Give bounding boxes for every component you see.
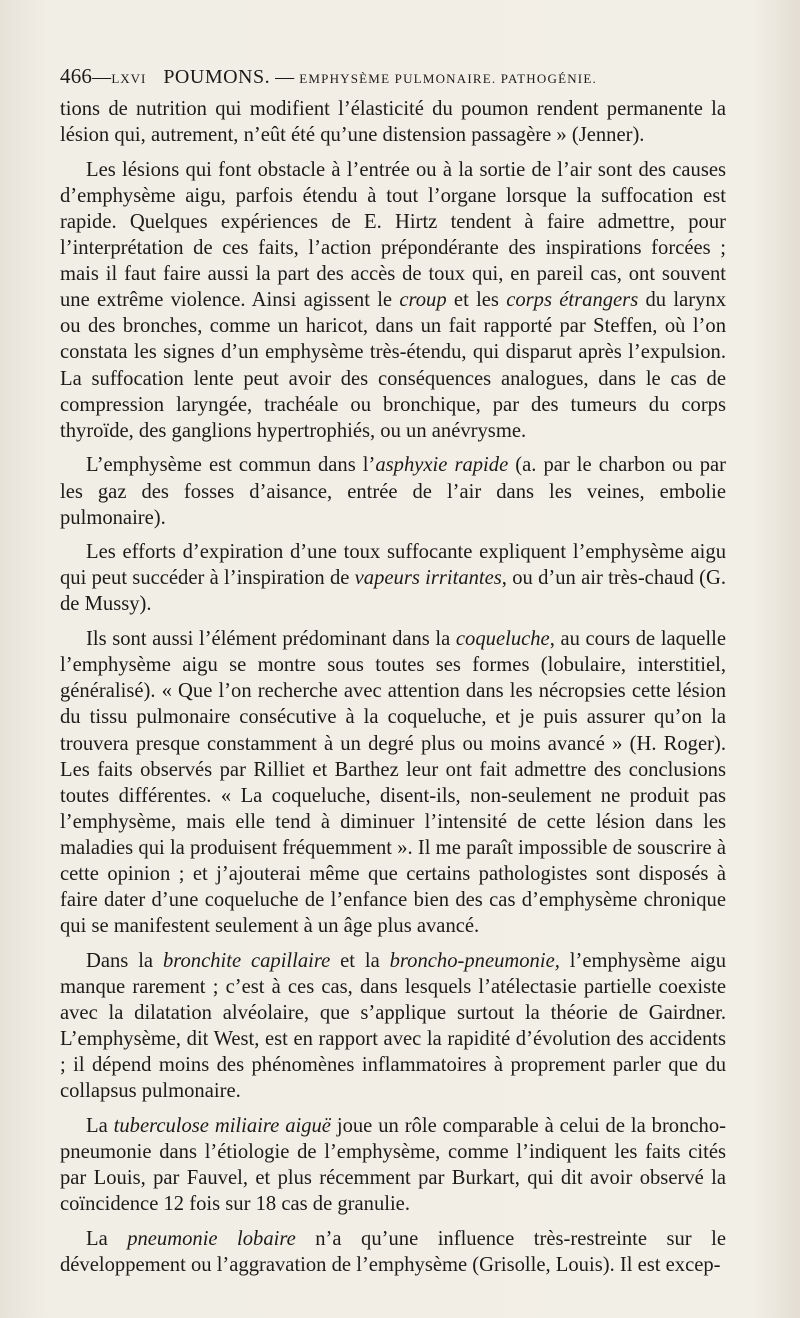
text-run: tions de nutrition qui modifient l’élasticité du poumon rendent permanente la lésion qui, autrement, n’eût été qu’une distension passagère » (Jenner). xyxy=(60,98,726,147)
italic-term: pneumonie lobaire xyxy=(127,1228,296,1250)
paragraph xyxy=(60,539,726,617)
running-header xyxy=(60,64,760,89)
italic-term: tuberculose miliaire aiguë xyxy=(113,1115,331,1138)
text-run: joue un rôle comparable à celui de la broncho-pneumonie dans l’étiologie de l’emphysème, comme l’indiquent les faits cités par Louis, par Fauvel, et plus récemment par Burkart, qui dit avoir observé la coïncidence 12 fois sur 18 cas de granulie. xyxy=(60,1115,726,1216)
text-run: , au cours de laquelle l’emphysème aigu se montre sous toutes ses formes (lobulaire, interstitiel, généralisé). « Que l’on recherche avec attention dans les nécropsies cette lésion du tissu pulmonaire consécutive à la coqueluche, et je puis assurer qu’on la trouvera presque constamment à un degré plus ou moins avancé » (H. Roger). Les faits observés par Rilliet et Barthez leur ont fait admettre des conclusions toutes différentes. « La coqueluche, disent-ils, non-seulement ne produit pas l’emphysème, mais elle tend à diminuer l’intensité de cette lésion dans les maladies qui la produisent fréquemment ». Il me paraît impossible de souscrire à cette opinion ; et j’ajouterai même que certains pathologistes sont disposés à faire dater d’une coqueluche de l’enfance bien des cas d’emphysème chronique qui se manifestent seulement à un âge plus avancé. xyxy=(60,628,726,938)
italic-term: asphyxie rapide xyxy=(375,454,509,477)
paragraph xyxy=(60,1226,726,1278)
header-subtitle: EMPHYSÈME PULMONAIRE. PATHOGÉNIE. xyxy=(299,71,597,86)
text-run: du larynx ou des bronches, comme un haricot, dans un fait rapporté par Steffen, où l’on constata les signes d’un emphysème très-étendu, qui disparut après l’expulsion. La suffocation lente peut avoir des conséquences analogues, dans le cas de compression laryngée, trachéale ou bronchique, par des tumeurs du corps thyroïde, des ganglions hypertrophiés, ou un anévrysme. xyxy=(60,289,726,442)
header-separator: — xyxy=(92,67,112,88)
italic-term: bronchite capillaire xyxy=(162,949,331,972)
body-text xyxy=(60,96,726,1278)
italic-term: coqueluche xyxy=(455,628,550,651)
chapter-number: LXVI xyxy=(111,71,147,86)
italic-term: vapeurs irritantes xyxy=(354,567,502,590)
paragraph xyxy=(60,452,726,530)
text-run: , ou d’un air très-chaud (G. de Mussy). xyxy=(60,567,726,616)
paragraph xyxy=(60,96,726,148)
text-run: Les lésions qui font obstacle à l’entrée ou à la sortie de l’air sont des causes d’emphysème aigu, parfois étendu à tout l’organe lorsque la suffocation est rapide. Quelques expériences de E. Hirtz tendent à faire admettre, pour l’interprétation de ces faits, l’action prépondérante des inspirations forcées ; mais il faut faire aussi la part des accès de toux qui, en pareil cas, ont souvent une extrême violence. Ainsi agissent le xyxy=(60,158,726,312)
paragraph xyxy=(60,1113,726,1217)
text-run: (a. par le charbon ou par les gaz des fosses d’aisance, entrée de l’air dans les veines, embolie pulmonaire). xyxy=(60,454,726,529)
page-number: 466 xyxy=(60,64,93,88)
text-run: L’emphysème est commun dans l’ xyxy=(86,454,376,477)
text-run: La xyxy=(86,1115,114,1138)
text-run: Ils sont aussi l’élément prédominant dans la xyxy=(86,628,456,651)
text-run: et les xyxy=(446,289,507,312)
paragraph xyxy=(60,626,726,939)
text-run: n’a qu’une influence très-restreinte sur le développement ou l’aggravation de l’emphysème (Grisolle, Louis). Il est excep- xyxy=(60,1228,726,1277)
text-run: et la xyxy=(330,949,390,972)
italic-term: croup xyxy=(399,289,447,312)
text-run: l’emphysème aigu manque rarement ; c’est à ces cas, dans lesquels l’atélectasie partielle coexiste avec la dilatation alvéolaire, que s’applique surtout la théorie de Gairdner. L’emphysème, dit West, est en rapport avec la rapidité d’évolution des accidents ; il dépend moins des phénomènes inflammatoires à proprement parler que du collapsus pulmonaire. xyxy=(60,949,727,1103)
paragraph xyxy=(60,948,726,1105)
text-run: Dans la xyxy=(86,949,163,972)
text-run: Les efforts d’expiration d’une toux suffocante expliquent l’emphysème aigu qui peut succéder à l’inspiration de xyxy=(60,541,726,590)
header-title: POUMONS. xyxy=(163,66,271,88)
italic-term: broncho-pneumonie, xyxy=(389,949,560,972)
header-dash: — xyxy=(275,67,295,88)
paragraph xyxy=(60,157,726,444)
text-run: La xyxy=(86,1228,128,1250)
italic-term: corps étrangers xyxy=(506,289,639,312)
